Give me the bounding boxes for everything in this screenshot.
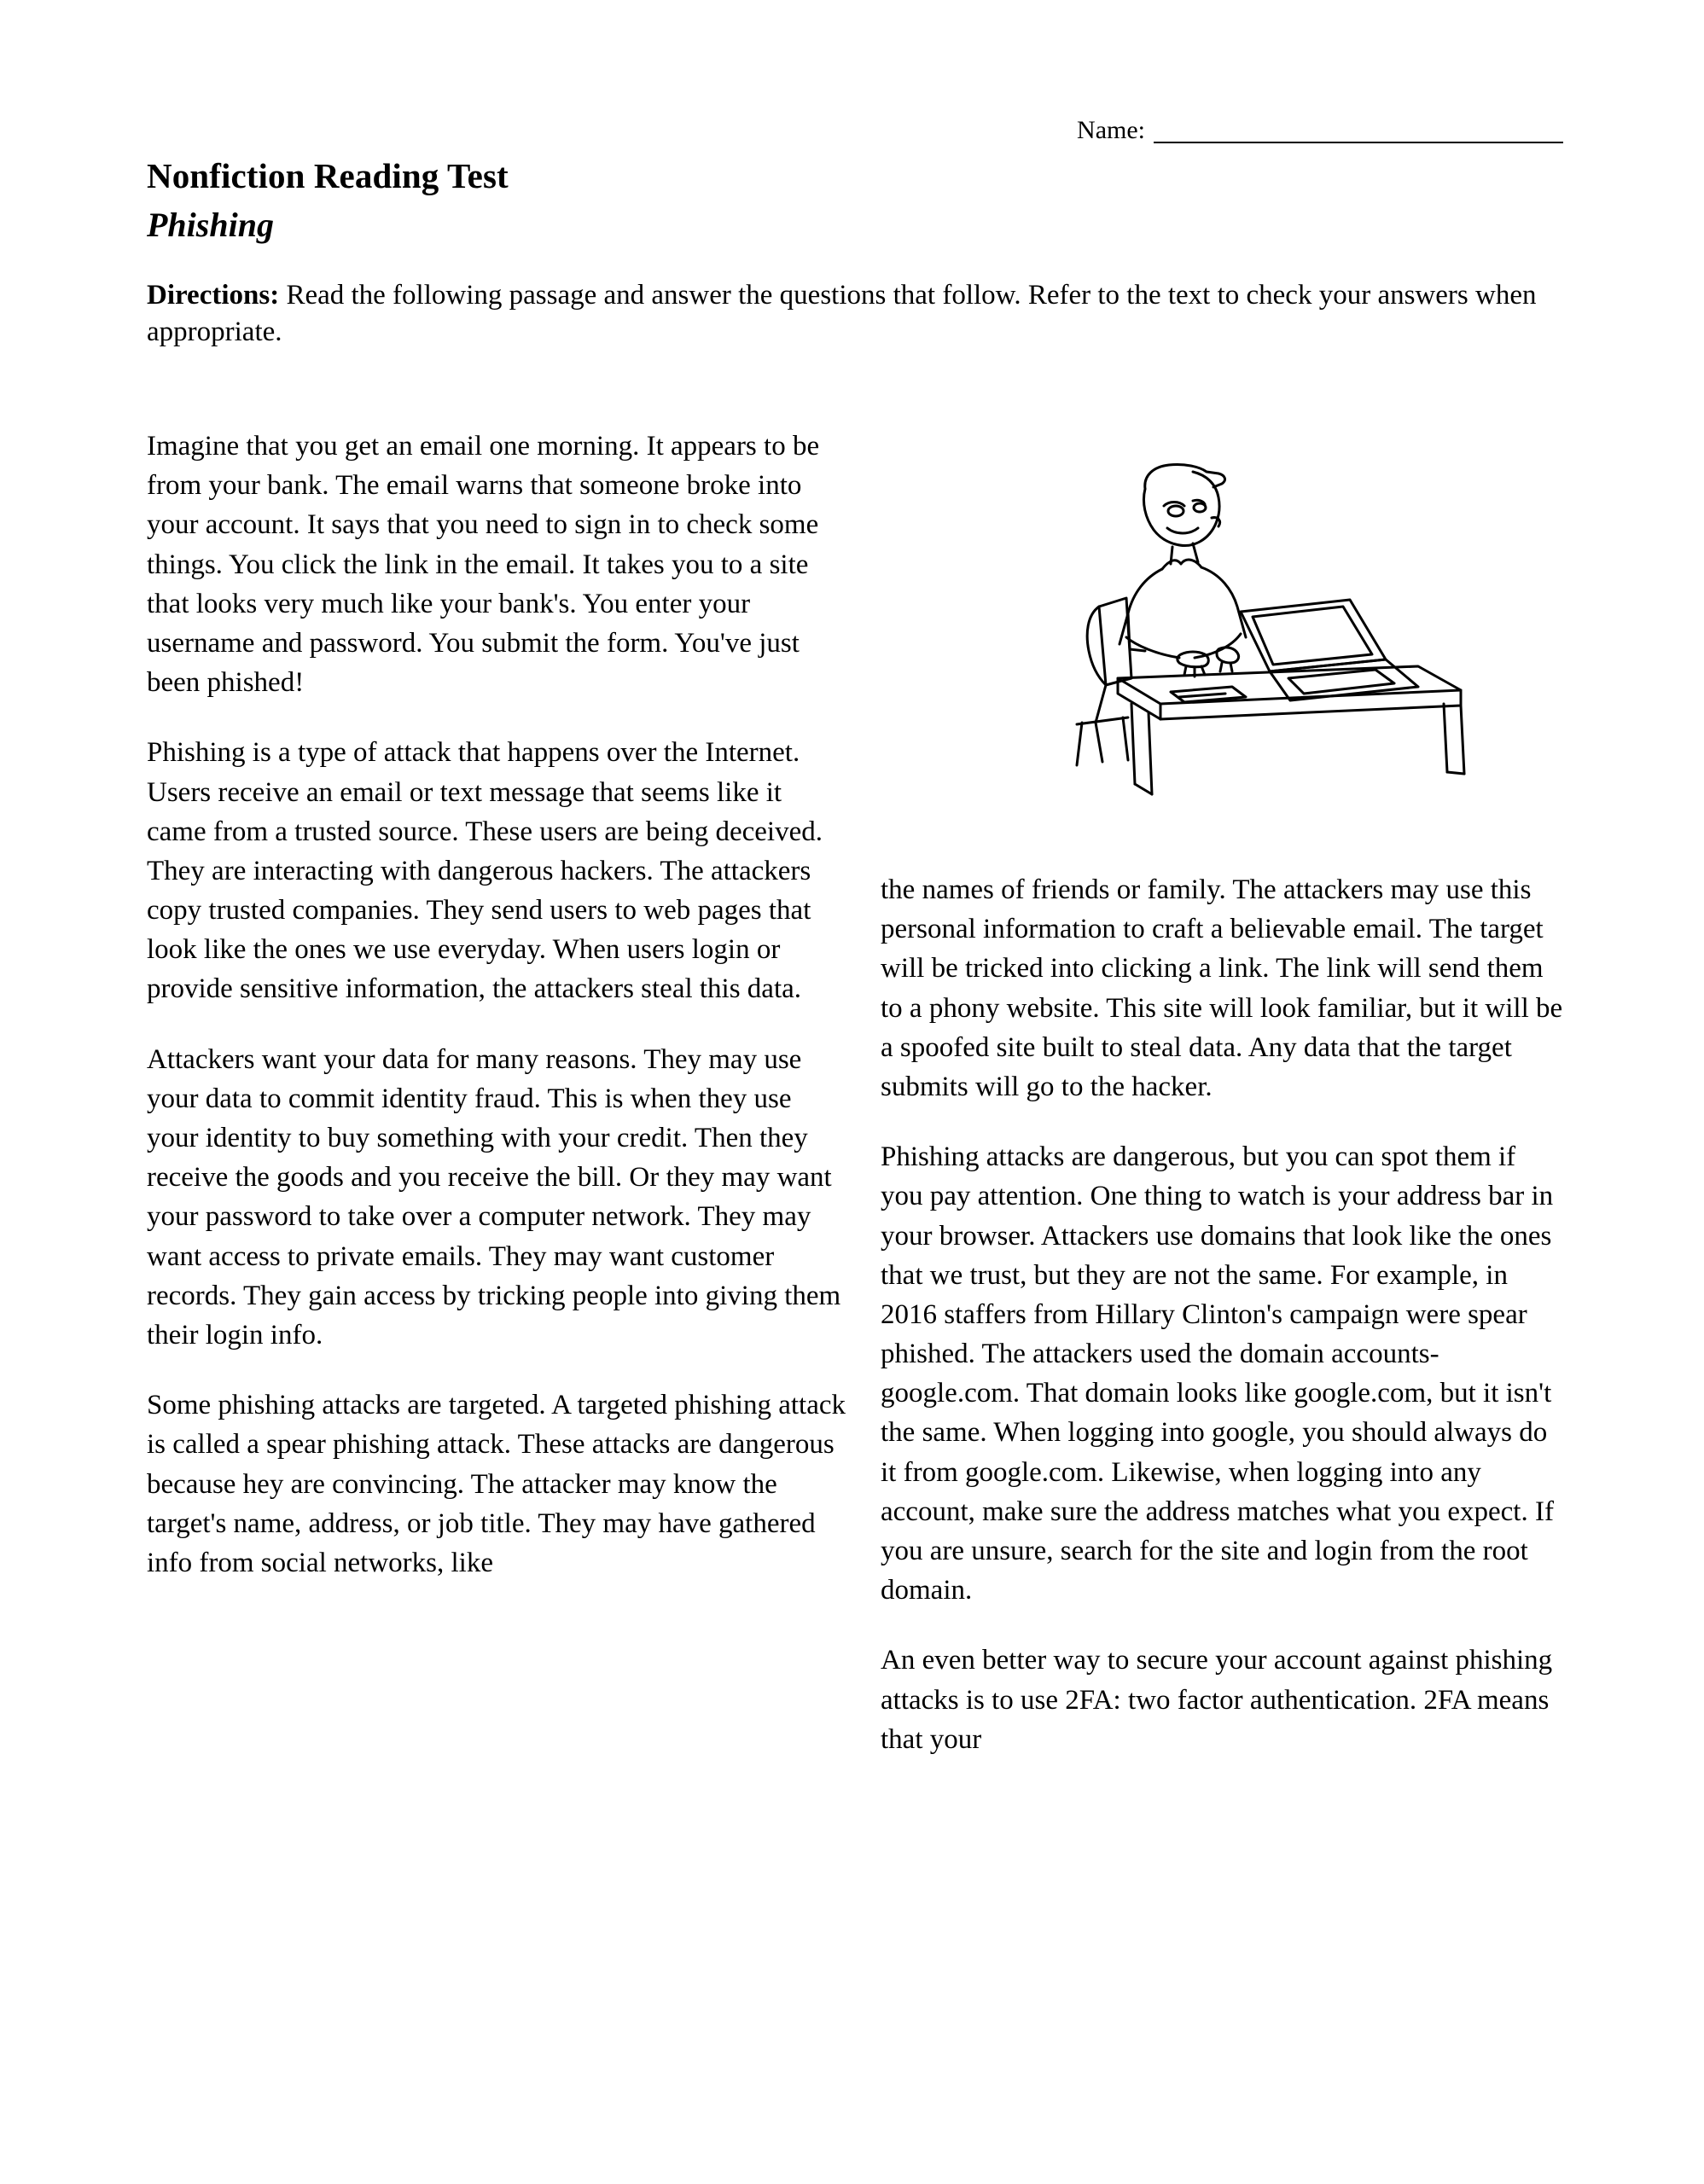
page-content xyxy=(147,0,1563,2184)
paragraph: Phishing is a type of attack that happens over the Internet. Users receive an email or text message that seems like it came from a trusted source. These users are being deceived. They are interacting with dangerous hackers. The attackers copy trusted companies. They send users to web pages that look like the ones we use everyday. When users login or provide sensitive information, the attackers steal this data. xyxy=(147,737,823,1005)
page-title: Nonfiction Reading Test xyxy=(147,156,509,195)
name-field-row xyxy=(1077,118,1563,143)
name-input-line[interactable] xyxy=(1154,119,1563,143)
paragraph: An even better way to secure your account against phishing attacks is to use 2FA: two factor authentication. 2FA means that your xyxy=(881,1645,1553,1755)
paragraph: Phishing attacks are dangerous, but you can spot them if you pay attention. One thing to watch is your address bar in your browser. Attackers use domains that look like the ones that we trust, but they are not the same. For example, in 2016 staffers from Hillary Clinton's campaign were spear phished. The attackers used the domain accounts-google.com. That domain looks like google.com, but it isn't the same. When logging into google, you should always do it from google.com. Likewise, when logging into any account, make sure the address matches what you expect. If you are unsure, search for the site and login from the root domain. xyxy=(881,1141,1554,1606)
paragraph: Some phishing attacks are targeted. A targeted phishing attack is called a spear phishing attack. These attacks are dangerous because hey are convincing. The attacker may know the target's name, address, or job title. They may have gathered info from social networks, like xyxy=(147,1390,846,1578)
directions-text: Read the following passage and answer the questions that follow. Refer to the text to check your answers when appropriate. xyxy=(147,280,1537,347)
passage-right-column xyxy=(881,870,1563,1759)
page-subtitle: Phishing xyxy=(147,206,274,244)
name-label: Name: xyxy=(1077,116,1145,144)
paragraph: Attackers want your data for many reasons. They may use your data to commit identity fraud. This is when they use your identity to buy something with your credit. Then they receive the goods and you receive the bill. Or they may want your password to take over a computer network. They may want access to private emails. They may want customer records. They gain access by tricking people into giving them their login info. xyxy=(147,1043,841,1350)
paragraph: the names of friends or family. The attackers may use this personal information to craft a believable email. The target will be tricked into clicking a link. The link will send them to a phony website. This site will look familiar, but it will be a spoofed site built to steal data. Any data that the target submits will go to the hacker. xyxy=(881,874,1563,1102)
directions-block xyxy=(147,277,1563,350)
passage-left-column xyxy=(147,427,846,1583)
directions-label: Directions: xyxy=(147,280,280,311)
person-at-computer-illustration xyxy=(1017,422,1529,806)
paragraph: Imagine that you get an email one morning. It appears to be from your bank. The email warns that someone broke into your account. It says that you need to sign in to check some things. You click the link in the email. It takes you to a site that looks very much like your bank's. You enter your username and password. You submit the form. You've just been phished! xyxy=(147,431,820,699)
